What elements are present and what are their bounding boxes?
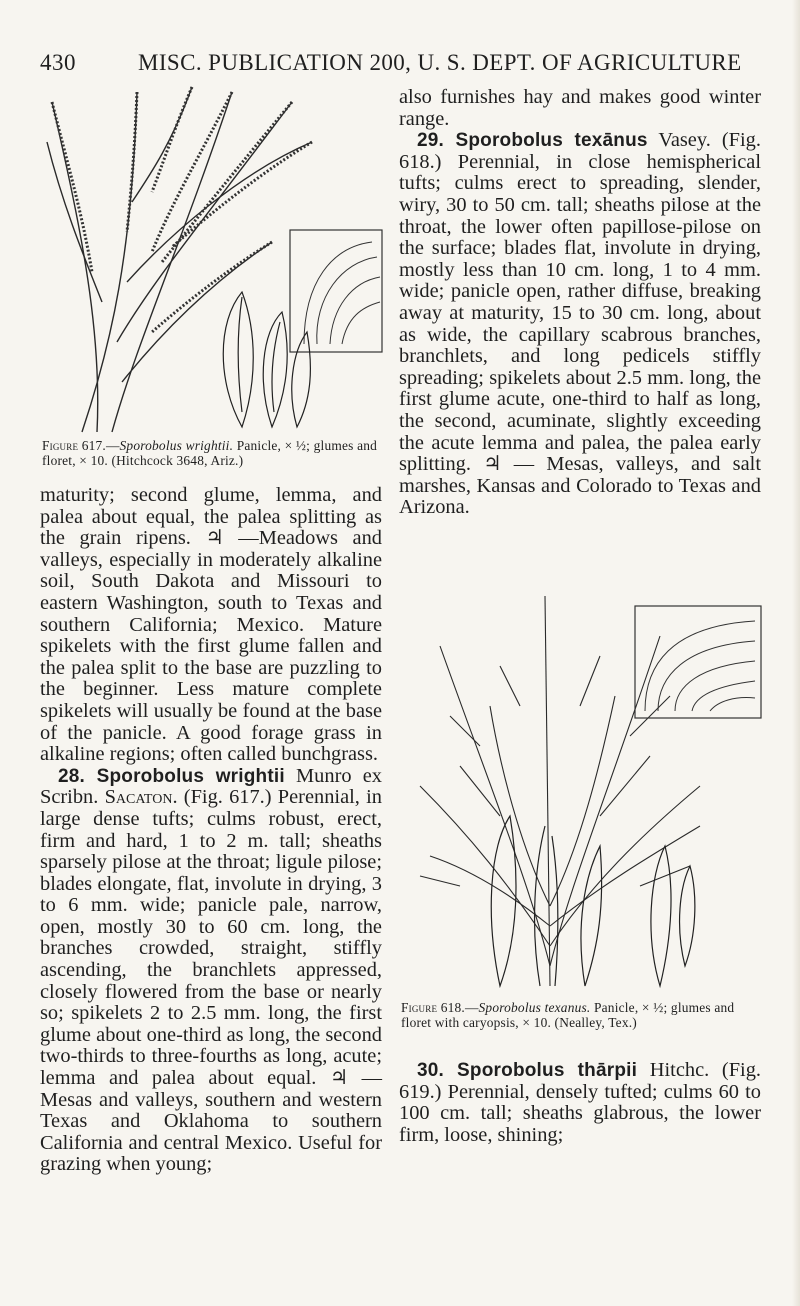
sporobolus-texanus-drawing (400, 586, 765, 996)
left-paragraph-1: maturity; second glume, lemma, and palea about equal, the palea splitting as the grain ripens. ♃ —Meadows and valleys, especially in moderately alkaline soil, South Dakota and Missouri to eastern Washington, south to Texas and southern California; Mexico. Mature spikelets with the first glume fallen and the palea split to the base are puzzling to the beginner. Less mature complete spikelets will usually be found at the base of the panicle. A good forage grass in alkaline regions; often called bunchgrass. (40, 484, 382, 766)
figure-618-caption: Figure 618.—Sporobolus texanus. Panicle, × ½; glumes and floret with caryopsis, × 10. (Nealley, Tex.) (401, 1000, 735, 1030)
right-paragraph-1: also furnishes hay and makes good winter range. (399, 86, 761, 130)
page-header (0, 50, 800, 86)
figure-617-caption: Figure 617.—Sporobolus wrightii. Panicle, × ½; glumes and floret, × 10. (Hitchcock 3648, Ariz.) (42, 438, 378, 468)
species-29-name: 29. Sporobolus texānus (417, 130, 648, 152)
species-29-description: (Fig. 618.) Perennial, in close hemispherical tufts; culms erect to spreading, slender, wiry, 30 to 50 cm. tall; sheaths pilose at the throat, the lower often papillose-pilose on the surface; blades flat, involute in drying, mostly less than 10 cm. long, 1 to 4 mm. wide; panicle open, rather diffuse, breaking away at maturity, 15 to 30 cm. long, about as wide, the capillary scabrous branches, branchlets, and long pedicels stiffly spreading; spikelets about 2.5 mm. long, the first glume acute, one-third to half as long, the second, acuminate, slightly exceeding the acute lemma and palea, the palea early splitting. ♃ — Mesas, valleys, and salt marshes, Kansas and Colorado to Texas and Arizona. (399, 129, 761, 519)
page-edge-shadow (792, 0, 800, 1306)
species-28-entry (40, 766, 382, 1176)
sporobolus-wrightii-drawing (42, 82, 387, 437)
figure-618-species: Sporobolus texanus. (478, 1000, 591, 1015)
species-30-description: (Fig. 619.) Perennial, densely tufted; culms 60 to 100 cm. tall; sheaths glabrous, the lower firm, loose, shining; (399, 1059, 761, 1146)
figure-618-label: Figure 618. (401, 1000, 465, 1015)
species-28-common-name: Sacaton. (104, 786, 178, 809)
species-29-author: Vasey. (658, 129, 711, 152)
species-28-name: 28. Sporobolus wrightii (58, 765, 285, 787)
species-30-author: Hitchc. (649, 1059, 710, 1081)
figure-617-caption-text: Panicle, × ½; glumes and floret, × 10. (Hitchcock 3648, Ariz.) (42, 438, 378, 468)
species-29-entry (399, 130, 761, 519)
figure-617-label: Figure 617. (42, 438, 106, 453)
species-28-description: (Fig. 617.) Perennial, in large dense tufts; culms robust, erect, firm and hard, 1 to 2 m. tall; sheaths sparsely pilose at the throat; ligule pilose; blades elongate, flat, involute in drying, 3 to 6 mm. wide; panicle pale, narrow, open, mostly 30 to 60 cm. long, the branches crowded, straight, stiffly ascending, the branchlets appressed, closely flowered from the base or nearly so; spikelets 2 to 2.5 mm. long, the first glume about one-third as long, the second two-thirds to three-fourths as long, acute; lemma and palea about equal. ♃ —Mesas and valleys, southern and western Texas and Oklahoma to southern California and central Mexico. Useful for grazing when young; (40, 786, 382, 1176)
running-head: MISC. PUBLICATION 200, U. S. DEPT. OF AGRICULTURE (138, 50, 742, 75)
species-28-author: Munro ex Scribn. (40, 764, 382, 809)
figure-618-caption-text: Panicle, × ½; glumes and floret with caryopsis, × 10. (Nealley, Tex.) (401, 1000, 735, 1030)
figure-618-illustration (400, 586, 765, 996)
page-number: 430 (40, 50, 76, 75)
left-column (40, 485, 382, 1176)
species-30-entry (399, 1060, 761, 1146)
figure-617-illustration (42, 82, 387, 437)
right-column-lower (399, 1060, 761, 1146)
figure-617-species: Sporobolus wrightii. (119, 438, 234, 453)
right-column (399, 87, 761, 519)
species-30-name: 30. Sporobolus thārpii (417, 1060, 638, 1081)
